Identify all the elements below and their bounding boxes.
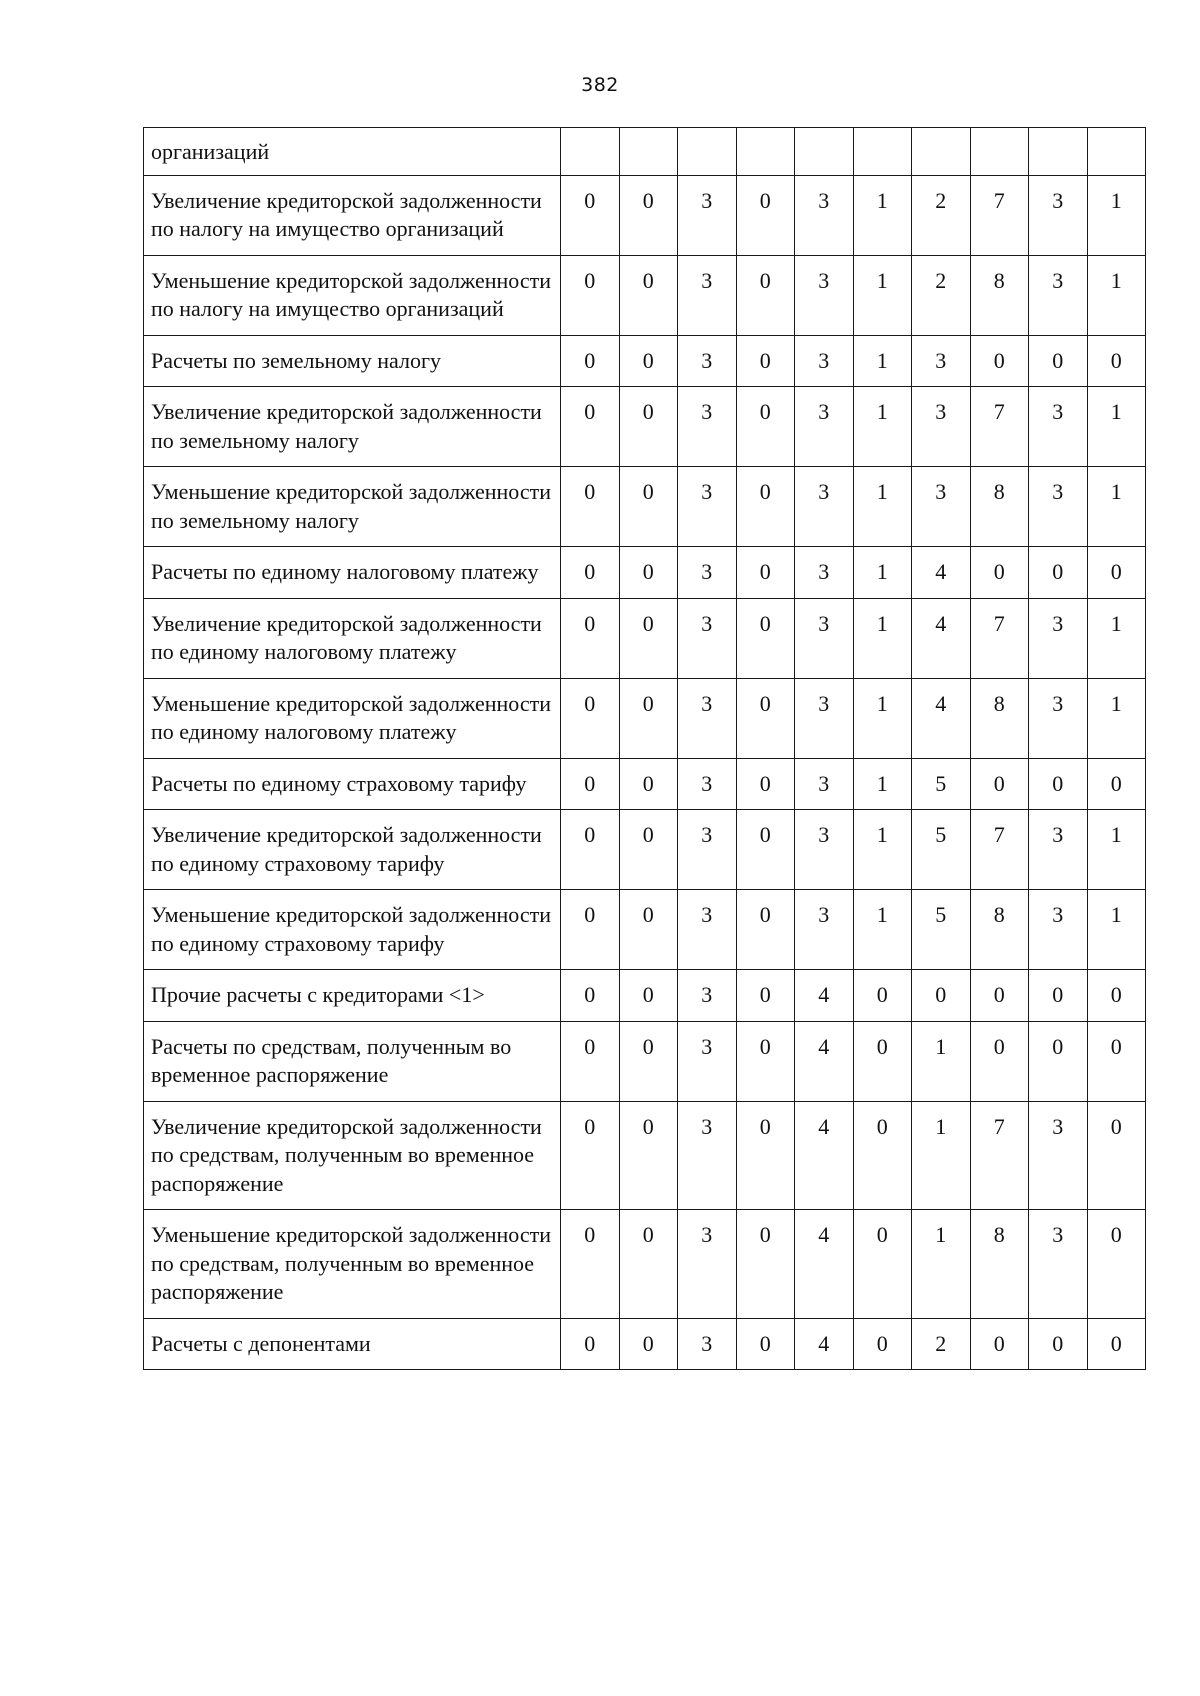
code-digit-cell: 3 <box>678 1101 737 1210</box>
code-digit-cell <box>736 128 795 176</box>
code-digit-cell: 0 <box>1029 547 1088 599</box>
code-digit-cell <box>853 128 912 176</box>
table-row <box>144 335 1146 387</box>
code-digit-cell: 3 <box>678 175 737 255</box>
code-digit-cell: 7 <box>970 810 1029 890</box>
code-digit-cell: 3 <box>795 678 854 758</box>
code-digit-cell <box>1087 128 1146 176</box>
code-digit-cell: 0 <box>1087 547 1146 599</box>
account-name-cell: Расчеты по средствам, полученным во временное распоряжение <box>144 1021 561 1101</box>
code-digit-cell: 5 <box>912 810 971 890</box>
table-row <box>144 128 1146 176</box>
code-digit-cell: 0 <box>619 810 678 890</box>
account-name-cell: Прочие расчеты с кредиторами <1> <box>144 970 561 1022</box>
code-digit-cell: 0 <box>619 255 678 335</box>
code-digit-cell: 0 <box>853 1021 912 1101</box>
code-digit-cell: 3 <box>795 335 854 387</box>
account-name-cell: Увеличение кредиторской задолженности по единому страховому тарифу <box>144 810 561 890</box>
code-digit-cell <box>795 128 854 176</box>
code-digit-cell: 3 <box>912 387 971 467</box>
table-row <box>144 758 1146 810</box>
code-digit-cell: 2 <box>912 175 971 255</box>
code-digit-cell: 4 <box>912 678 971 758</box>
code-digit-cell: 1 <box>1087 890 1146 970</box>
code-digit-cell: 3 <box>1029 387 1088 467</box>
table-row <box>144 598 1146 678</box>
code-digit-cell: 0 <box>619 387 678 467</box>
code-digit-cell: 3 <box>678 1318 737 1370</box>
code-digit-cell: 8 <box>970 255 1029 335</box>
code-digit-cell: 3 <box>678 758 737 810</box>
code-digit-cell: 0 <box>619 335 678 387</box>
code-digit-cell: 0 <box>736 890 795 970</box>
code-digit-cell: 3 <box>1029 255 1088 335</box>
code-digit-cell: 1 <box>1087 255 1146 335</box>
code-digit-cell: 0 <box>970 1318 1029 1370</box>
code-digit-cell: 0 <box>561 547 620 599</box>
code-digit-cell: 1 <box>1087 175 1146 255</box>
code-digit-cell: 2 <box>912 255 971 335</box>
code-digit-cell <box>912 128 971 176</box>
code-digit-cell: 0 <box>1087 1021 1146 1101</box>
code-digit-cell: 1 <box>853 678 912 758</box>
code-digit-cell: 0 <box>970 970 1029 1022</box>
code-digit-cell: 2 <box>912 1318 971 1370</box>
code-digit-cell: 1 <box>853 467 912 547</box>
code-digit-cell: 0 <box>736 970 795 1022</box>
code-digit-cell: 0 <box>736 1021 795 1101</box>
account-name-cell: Расчеты по единому налоговому платежу <box>144 547 561 599</box>
code-digit-cell <box>678 128 737 176</box>
account-name-cell: организаций <box>144 128 561 176</box>
code-digit-cell: 3 <box>678 547 737 599</box>
code-digit-cell: 3 <box>678 598 737 678</box>
code-digit-cell: 0 <box>736 810 795 890</box>
code-digit-cell: 0 <box>970 758 1029 810</box>
code-digit-cell: 0 <box>619 758 678 810</box>
code-digit-cell: 5 <box>912 890 971 970</box>
code-digit-cell <box>561 128 620 176</box>
code-digit-cell: 0 <box>561 387 620 467</box>
code-digit-cell: 1 <box>1087 678 1146 758</box>
code-digit-cell: 0 <box>561 1318 620 1370</box>
code-digit-cell: 3 <box>795 598 854 678</box>
code-digit-cell: 0 <box>561 335 620 387</box>
code-digit-cell: 3 <box>1029 678 1088 758</box>
code-digit-cell: 3 <box>1029 1101 1088 1210</box>
account-name-cell: Уменьшение кредиторской задолженности по налогу на имущество организаций <box>144 255 561 335</box>
code-digit-cell: 3 <box>1029 175 1088 255</box>
code-digit-cell: 0 <box>736 598 795 678</box>
account-name-cell: Уменьшение кредиторской задолженности по земельному налогу <box>144 467 561 547</box>
code-digit-cell: 1 <box>912 1101 971 1210</box>
code-digit-cell: 1 <box>1087 467 1146 547</box>
table-row <box>144 1210 1146 1319</box>
table-row <box>144 387 1146 467</box>
table-row <box>144 175 1146 255</box>
code-digit-cell: 0 <box>1087 1101 1146 1210</box>
code-digit-cell: 0 <box>970 335 1029 387</box>
code-digit-cell: 4 <box>795 1101 854 1210</box>
code-digit-cell <box>1029 128 1088 176</box>
code-digit-cell: 0 <box>619 890 678 970</box>
code-digit-cell: 0 <box>1087 1210 1146 1319</box>
code-digit-cell: 4 <box>795 1021 854 1101</box>
code-digit-cell: 0 <box>561 1101 620 1210</box>
table-row <box>144 467 1146 547</box>
table-row <box>144 890 1146 970</box>
code-digit-cell: 0 <box>736 255 795 335</box>
code-digit-cell: 0 <box>736 1318 795 1370</box>
account-name-cell: Уменьшение кредиторской задолженности по единому налоговому платежу <box>144 678 561 758</box>
table-row <box>144 970 1146 1022</box>
code-digit-cell: 0 <box>736 758 795 810</box>
code-digit-cell: 5 <box>912 758 971 810</box>
code-digit-cell: 3 <box>795 547 854 599</box>
table-row <box>144 255 1146 335</box>
code-digit-cell: 0 <box>1029 758 1088 810</box>
code-digit-cell: 3 <box>678 467 737 547</box>
code-digit-cell: 3 <box>678 678 737 758</box>
code-digit-cell: 0 <box>619 678 678 758</box>
code-digit-cell: 3 <box>678 970 737 1022</box>
table-row <box>144 810 1146 890</box>
code-digit-cell: 3 <box>1029 598 1088 678</box>
code-digit-cell: 1 <box>853 387 912 467</box>
code-digit-cell: 0 <box>736 1210 795 1319</box>
code-digit-cell: 3 <box>795 175 854 255</box>
code-digit-cell: 0 <box>736 547 795 599</box>
code-digit-cell: 0 <box>1087 970 1146 1022</box>
code-digit-cell: 3 <box>678 255 737 335</box>
code-digit-cell: 1 <box>853 547 912 599</box>
code-digit-cell: 0 <box>736 467 795 547</box>
code-digit-cell: 1 <box>853 810 912 890</box>
code-digit-cell: 3 <box>795 810 854 890</box>
code-digit-cell: 1 <box>853 255 912 335</box>
code-digit-cell: 7 <box>970 598 1029 678</box>
code-digit-cell: 1 <box>853 758 912 810</box>
code-digit-cell: 0 <box>561 255 620 335</box>
code-digit-cell: 0 <box>853 1101 912 1210</box>
code-digit-cell: 0 <box>853 970 912 1022</box>
code-digit-cell: 3 <box>1029 467 1088 547</box>
code-digit-cell: 4 <box>912 547 971 599</box>
code-digit-cell: 3 <box>678 1021 737 1101</box>
code-digit-cell: 0 <box>1087 758 1146 810</box>
code-digit-cell: 3 <box>795 467 854 547</box>
code-digit-cell: 1 <box>853 335 912 387</box>
code-digit-cell: 0 <box>561 890 620 970</box>
code-digit-cell: 0 <box>1029 1021 1088 1101</box>
code-digit-cell: 4 <box>795 1210 854 1319</box>
code-digit-cell: 3 <box>1029 1210 1088 1319</box>
code-digit-cell: 8 <box>970 467 1029 547</box>
code-digit-cell: 0 <box>1087 335 1146 387</box>
code-digit-cell: 7 <box>970 387 1029 467</box>
code-digit-cell: 0 <box>619 970 678 1022</box>
code-digit-cell: 0 <box>561 467 620 547</box>
account-codes-table <box>143 127 1146 1370</box>
code-digit-cell: 3 <box>678 335 737 387</box>
code-digit-cell: 8 <box>970 1210 1029 1319</box>
code-digit-cell: 1 <box>1087 598 1146 678</box>
account-name-cell: Расчеты с депонентами <box>144 1318 561 1370</box>
code-digit-cell: 8 <box>970 890 1029 970</box>
code-digit-cell: 1 <box>1087 387 1146 467</box>
table-row <box>144 1021 1146 1101</box>
code-digit-cell: 0 <box>619 175 678 255</box>
code-digit-cell: 0 <box>736 1101 795 1210</box>
code-digit-cell: 0 <box>853 1318 912 1370</box>
code-digit-cell: 3 <box>912 467 971 547</box>
table-row <box>144 1101 1146 1210</box>
account-name-cell: Увеличение кредиторской задолженности по единому налоговому платежу <box>144 598 561 678</box>
code-digit-cell: 0 <box>561 175 620 255</box>
code-digit-cell <box>619 128 678 176</box>
account-name-cell: Расчеты по земельному налогу <box>144 335 561 387</box>
code-digit-cell: 1 <box>1087 810 1146 890</box>
code-digit-cell: 3 <box>678 890 737 970</box>
account-name-cell: Увеличение кредиторской задолженности по средствам, полученным во временное распоряжение <box>144 1101 561 1210</box>
code-digit-cell: 0 <box>561 810 620 890</box>
code-digit-cell: 3 <box>912 335 971 387</box>
code-digit-cell: 3 <box>1029 810 1088 890</box>
code-digit-cell: 3 <box>678 387 737 467</box>
code-digit-cell: 4 <box>795 1318 854 1370</box>
code-digit-cell: 1 <box>853 890 912 970</box>
account-name-cell: Уменьшение кредиторской задолженности по единому страховому тарифу <box>144 890 561 970</box>
code-digit-cell: 3 <box>678 810 737 890</box>
table-body <box>144 128 1146 1370</box>
code-digit-cell: 0 <box>561 678 620 758</box>
code-digit-cell: 0 <box>970 547 1029 599</box>
code-digit-cell: 0 <box>1029 335 1088 387</box>
code-digit-cell: 1 <box>912 1210 971 1319</box>
code-digit-cell: 0 <box>970 1021 1029 1101</box>
code-digit-cell: 0 <box>619 1210 678 1319</box>
code-digit-cell: 0 <box>736 335 795 387</box>
code-digit-cell: 3 <box>795 758 854 810</box>
code-digit-cell: 0 <box>619 467 678 547</box>
code-digit-cell: 1 <box>853 175 912 255</box>
code-digit-cell: 0 <box>561 1021 620 1101</box>
code-digit-cell: 0 <box>561 758 620 810</box>
code-digit-cell: 0 <box>561 1210 620 1319</box>
account-name-cell: Увеличение кредиторской задолженности по земельному налогу <box>144 387 561 467</box>
code-digit-cell: 0 <box>619 1318 678 1370</box>
code-digit-cell: 0 <box>912 970 971 1022</box>
code-digit-cell: 4 <box>795 970 854 1022</box>
code-digit-cell: 0 <box>619 1101 678 1210</box>
page-number: 382 <box>581 74 619 96</box>
code-digit-cell: 3 <box>795 890 854 970</box>
code-digit-cell: 0 <box>736 387 795 467</box>
account-name-cell: Расчеты по единому страховому тарифу <box>144 758 561 810</box>
code-digit-cell: 0 <box>619 547 678 599</box>
code-digit-cell: 0 <box>561 598 620 678</box>
code-digit-cell: 3 <box>678 1210 737 1319</box>
code-digit-cell: 0 <box>736 678 795 758</box>
code-digit-cell: 0 <box>1029 970 1088 1022</box>
account-name-cell: Увеличение кредиторской задолженности по налогу на имущество организаций <box>144 175 561 255</box>
code-digit-cell: 0 <box>1029 1318 1088 1370</box>
code-digit-cell: 0 <box>619 1021 678 1101</box>
code-digit-cell: 8 <box>970 678 1029 758</box>
table-row <box>144 678 1146 758</box>
table-row <box>144 547 1146 599</box>
code-digit-cell: 0 <box>619 598 678 678</box>
table-row <box>144 1318 1146 1370</box>
code-digit-cell <box>970 128 1029 176</box>
code-digit-cell: 4 <box>912 598 971 678</box>
code-digit-cell: 3 <box>795 387 854 467</box>
code-digit-cell: 3 <box>1029 890 1088 970</box>
code-digit-cell: 1 <box>912 1021 971 1101</box>
code-digit-cell: 7 <box>970 175 1029 255</box>
code-digit-cell: 0 <box>853 1210 912 1319</box>
code-digit-cell: 1 <box>853 598 912 678</box>
code-digit-cell: 0 <box>736 175 795 255</box>
code-digit-cell: 0 <box>1087 1318 1146 1370</box>
code-digit-cell: 0 <box>561 970 620 1022</box>
code-digit-cell: 7 <box>970 1101 1029 1210</box>
code-digit-cell: 3 <box>795 255 854 335</box>
account-name-cell: Уменьшение кредиторской задолженности по средствам, полученным во временное распоряжение <box>144 1210 561 1319</box>
